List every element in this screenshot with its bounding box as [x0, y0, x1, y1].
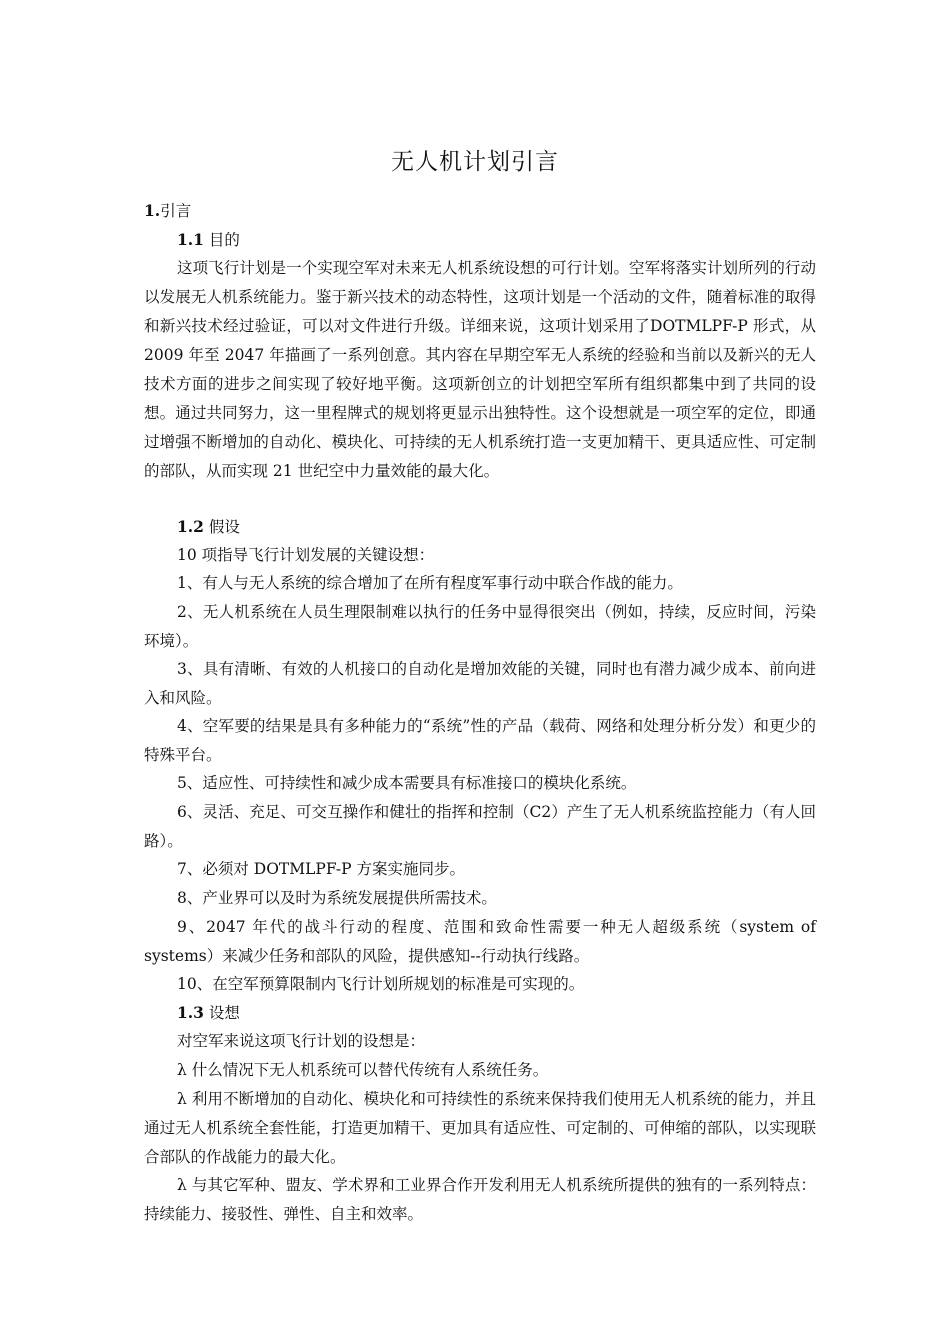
assumption-item: 4、空军要的结果是具有多种能力的“系统”性的产品（载荷、网络和处理分析分发）和更少的特殊平台。	[144, 717, 816, 764]
paragraph-purpose: 这项飞行计划是一个实现空军对未来无人机系统设想的可行计划。空军将落实计划所列的行动以发展无人机系统能力。鉴于新兴技术的动态特性，这项计划是一个活动的文件，随着标准的取得和新兴技术经过验证，可以对文件进行升级。详细来说，这项计划采用了DOTMLPF-P 形式，从 2009 年至 2047 年描画了一系列创意。其内容在早期空军无人系统的经验和当前以及新兴的无人技术方面的进步之间实现了较好地平衡。这项新创立的计划把空军所有组织都集中到了共同的设想。通过共同努力，这一里程牌式的规划将更显示出独特性。这个设想就是一项空军的定位，即通过增强不断增加的自动化、模块化、可持续的无人机系统打造一支更加精干、更具适应性、可定制的部队，从而实现 21 世纪空中力量效能的最大化。	[144, 259, 816, 480]
assumption-item: 5、适应性、可持续性和减少成本需要具有标准接口的模块化系统。	[177, 774, 637, 792]
assumption-item: 1、有人与无人系统的综合增加了在所有程度军事行动中联合作战的能力。	[177, 574, 683, 592]
paragraph-assumptions-intro: 10 项指导飞行计划发展的关键设想：	[177, 546, 435, 564]
subsection-number: 1.3	[177, 1003, 204, 1022]
subsection-label: 目的	[203, 231, 240, 249]
assumption-item: 9、2047 年代的战斗行动的程度、范围和致命性需要一种无人超级系统（system of systems）来减少任务和部队的风险，提供感知--行动执行线路。	[144, 918, 816, 965]
section-heading-1	[144, 196, 816, 226]
subsection-number: 1.2	[177, 517, 204, 536]
vision-item: λ 与其它军种、盟友、学术界和工业界合作开发利用无人机系统所提供的独有的一系列特点：持续能力、接驳性、弹性、自主和效率。	[144, 1176, 816, 1223]
assumption-item: 7、必须对 DOTMLPF-P 方案实施同步。	[177, 860, 466, 878]
subsection-number: 1.1	[177, 230, 204, 249]
document-title: 无人机计划引言	[391, 149, 559, 175]
vision-item: λ 什么情况下无人机系统可以替代传统有人系统任务。	[177, 1061, 549, 1079]
subsection-heading-1-2	[144, 512, 816, 542]
vision-item: λ 利用不断增加的自动化、模块化和可持续性的系统来保持我们使用无人机系统的能力，并且通过无人机系统全套性能，打造更加精干、更加具有适应性、可定制的、可伸缩的部队，以实现联合部队的作战能力的最大化。	[144, 1090, 816, 1166]
subsection-heading-1-1	[144, 225, 816, 255]
assumption-item: 8、产业界可以及时为系统发展提供所需技术。	[177, 889, 497, 907]
paragraph-vision-intro: 对空军来说这项飞行计划的设想是：	[177, 1032, 426, 1050]
assumption-item: 6、灵活、充足、可交互操作和健壮的指挥和控制（C2）产生了无人机系统监控能力（有人回路）。	[144, 803, 816, 850]
assumption-item: 2、无人机系统在人员生理限制难以执行的任务中显得很突出（例如，持续，反应时间，污染环境）。	[144, 603, 816, 650]
subsection-heading-1-3	[144, 998, 816, 1028]
section-label: 引言	[160, 202, 192, 220]
assumption-item: 3、具有清晰、有效的人机接口的自动化是增加效能的关键，同时也有潜力减少成本、前向进入和风险。	[144, 660, 816, 707]
subsection-label: 假设	[203, 518, 240, 536]
subsection-label: 设想	[203, 1004, 240, 1022]
assumption-item: 10、在空军预算限制内飞行计划所规划的标准是可实现的。	[177, 975, 585, 993]
section-number: 1.	[144, 201, 161, 220]
